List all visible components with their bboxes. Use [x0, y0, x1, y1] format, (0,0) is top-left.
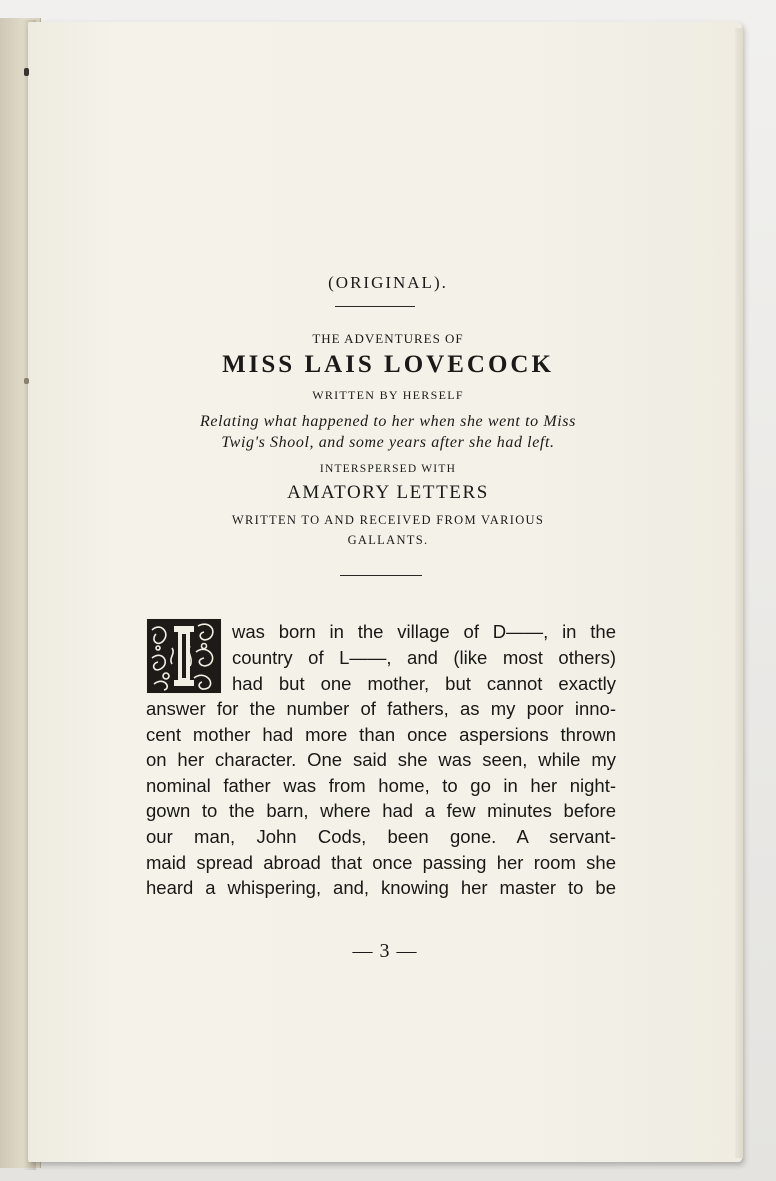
body-line: nominal father was from home, to go in her night-: [146, 775, 616, 796]
book-title: MISS LAIS LOVECOCK: [222, 351, 554, 378]
amatory-letters-label: AMATORY LETTERS: [287, 482, 489, 503]
body-line: our man, John Cods, been gone. A servant-: [146, 826, 616, 847]
body-line: on her character. One said she was seen, while my: [146, 749, 616, 770]
body-line: maid spread abroad that once passing her room she: [146, 852, 616, 873]
written-to-label: WRITTEN TO AND RECEIVED FROM VARIOUS: [231, 513, 545, 527]
body-line: gown to the barn, where had a few minutes before: [146, 800, 616, 821]
subtitle-line-2: Twig's Shool, and some years after she had left.: [221, 434, 555, 451]
written-by-label: WRITTEN BY HERSELF: [312, 388, 464, 402]
page-number: — 3 —: [352, 940, 418, 962]
body-line: had but one mother, but cannot exactly: [232, 673, 616, 694]
body-line: answer for the number of fathers, as my poor inno-: [146, 698, 616, 719]
original-label: (ORIGINAL).: [328, 273, 448, 292]
adventures-of-label: THE ADVENTURES OF: [312, 331, 464, 346]
divider-rule: [340, 575, 422, 576]
body-line: heard a whispering, and, knowing her master to be: [146, 877, 616, 898]
subtitle-line-1: Relating what happened to her when she went to Miss: [200, 413, 576, 430]
ornamental-dropcap-icon: [146, 618, 222, 694]
body-line: country of L——, and (like most others): [232, 647, 616, 668]
interspersed-label: INTERSPERSED WITH: [319, 463, 457, 475]
divider-rule: [335, 306, 415, 307]
body-line: cent mother had more than once aspersions thrown: [146, 724, 616, 745]
gallants-label: GALLANTS.: [347, 533, 429, 547]
body-line: was born in the village of D——, in the: [232, 621, 616, 642]
